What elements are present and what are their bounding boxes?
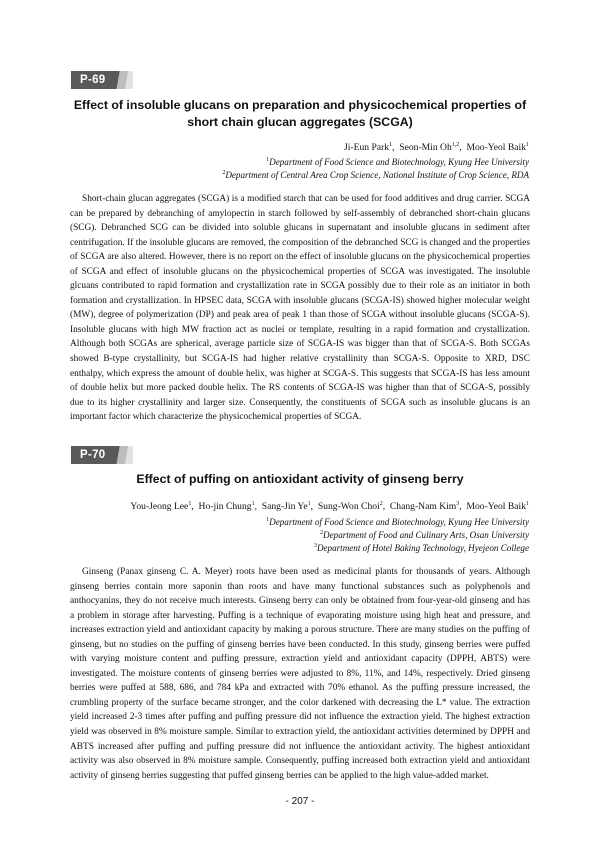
paper-title bbox=[70, 97, 530, 131]
paper-label-badge bbox=[71, 446, 133, 464]
author-affil-mark: 1 bbox=[188, 501, 192, 507]
author-name: Sung-Won Choi bbox=[317, 501, 380, 512]
paper-title-line: Effect of insoluble glucans on preparation and physicochemical properties of bbox=[73, 98, 527, 112]
author-name: Ho-jin Chung bbox=[198, 501, 252, 512]
badge-decoration bbox=[115, 446, 133, 464]
paper-label-badge bbox=[71, 71, 133, 89]
paper-abstract: Ginseng (Panax ginseng C. A. Meyer) roots have been used as medicinal plants for thousands of years. Although ginseng berries contain more saponin than roots and have many functional substances such as polyphenols and anthocyanins, they do not receive much interests. Ginseng berry can only be obtained from four-year-old ginseng and has a problem in storage after harvesting. Puffing is a technique of evaporating moisture using high heat and pressure, and increases extraction yield and antioxidant capacity by making a porous structure. There are many studies on the puffing of ginseng, but no studies on the puffing of ginseng berries have been conducted. In this study, ginseng berries were puffed with varying moisture content and puffing pressure, extraction yield and antioxidant capacity (DPPH, ABTS) were investigated. The moisture contents of ginseng berries were adjusted to 8%, 11%, and 14%, respectively. Dried ginseng berries were puffed at 588, 686, and 784 kPa and extracted with 70% ethanol. As the puffing pressure increased, the crumbling property of the surface became stronger, and the color darkened with decreasing the L* value. The extraction yield increased 2-3 times after puffing and puffing pressure did not influence the extraction yield. The highest extraction yield was observed in 8% moisture sample. Similar to extraction yield, the antioxidant activities determined by DPPH and ABTS increased after puffing and puffing pressure did not influence the antioxidant activity. The highest antioxidant activity was also observed in 8% moisture sample. Consequently, puffing increased both extraction yield and antioxidant activity of ginseng berries suggesting that puffed ginseng berries can be applied to the high value-added market. bbox=[70, 567, 530, 781]
badge-decoration bbox=[115, 71, 133, 89]
affiliation: $^1$Department of Food Science and Biotechnology, Kyung Hee University bbox=[266, 517, 529, 527]
paper-title bbox=[70, 471, 530, 488]
affiliation: $^1$Department of Food Science and Biotechnology, Kyung Hee University bbox=[266, 157, 529, 167]
paper-title-line: Effect of puffing on antioxidant activity of ginseng berry bbox=[136, 472, 464, 486]
affiliation-list bbox=[222, 156, 529, 182]
affiliation-list bbox=[266, 516, 529, 556]
affiliation: $^2$Department of Food and Culinary Arts, Osan University bbox=[320, 530, 529, 541]
paper-label: P-70 bbox=[71, 446, 115, 464]
paper-title-line: short chain glucan aggregates (SCGA) bbox=[187, 115, 413, 129]
affiliation: $^2$Department of Central Area Crop Science, National Institute of Crop Science, RDA bbox=[222, 170, 529, 181]
author-list: Ji-Eun Park$^1$, Seon-Min Oh$^{1,2}$, Moo-Yeol Baik$^1$ bbox=[344, 142, 529, 153]
author-affil-mark: 1 bbox=[526, 142, 529, 148]
paper-abstract: Short-chain glucan aggregates (SCGA) is a modified starch that can be used for food additives and drug carrier. SCGA can be prepared by debranching of amylopectin in starch followed by self-assembly of debranched short-chain glucans (SCG). Debranched SCG can be divided into soluble glucans in supernatant and insoluble glucans in sediment after centrifugation. If the insoluble glucans are removed, the composition of the debranched SCG is changed and the properties of SCGA are also altered. However, there is no report on the effect of insoluble glucans on the physicochemical properties of SCGA and effect of insoluble glucans on the physicochemical properties of SCGA was investigated. The insoluble glcuans contributed to rapid formation and crystallization rate in SCGA possibly due to their role as an initiator in both formation and crystallization. In HPSEC data, SCGA with insoluble glucans (SCGA-IS) showed higher molecular weight (MW), degree of polymerization (DP) and peak area of peak 1 than those of SCGA without insoluble glucans (SCGA-S). Insoluble glucans with high MW fraction act as nuclei or template, resulting in a rapid formation and crystallization. Although both SCGAs are spherical, average particle size of SCGA-IS was bigger than that of SCGA-S. Both SCGAs showed B-type crystallinity, but SCGA-IS had higher relative crystallinity than SCGA-S. Opposite to XRD, DSC enthalpy, which express the amount of double helix, was higher at SCGA-S. This suggests that SCGA-IS has less amount of double helix but more packed double helix. The RS contents of SCGA-IS was higher than that of SCGA-S, possibly due to its higher crystallinity and larger size. Consequently, the constituents of SCGA such as insoluble glucans is an important factor which characterize the physicochemical properties of SCGA. bbox=[70, 194, 530, 423]
paper-label: P-69 bbox=[71, 71, 115, 89]
author-name: Moo-Yeol Baik bbox=[466, 501, 526, 512]
affiliation: $^3$Department of Hotel Baking Technology, Hyejeon College bbox=[313, 543, 529, 554]
author-affil-mark: 1 bbox=[307, 501, 311, 507]
author-affil-mark: 1 bbox=[251, 501, 255, 507]
author-affil-mark: 2 bbox=[379, 501, 383, 507]
author-name: Sang-Jin Ye bbox=[261, 501, 308, 512]
page-number: - 207 - bbox=[285, 796, 315, 807]
author-affil-mark: 1,2 bbox=[451, 142, 460, 148]
author-affil-mark: 1 bbox=[526, 501, 529, 507]
author-name: Ji-Eun Park bbox=[344, 142, 390, 153]
author-name: Chang-Nam Kim bbox=[389, 501, 457, 512]
author-affil-mark: 3 bbox=[456, 501, 460, 507]
author-name: You-Jeong Lee bbox=[130, 501, 189, 512]
author-list: You-Jeong Lee$^1$, Ho-jin Chung$^1$, Sang-Jin Ye$^1$, Sung-Won Choi$^2$, Chang-Nam Kim$^3$, Moo-Yeol Baik$^1$ bbox=[130, 501, 529, 512]
author-affil-mark: 1 bbox=[389, 142, 393, 148]
author-name: Moo-Yeol Baik bbox=[466, 142, 526, 153]
author-name: Seon-Min Oh bbox=[399, 142, 452, 153]
